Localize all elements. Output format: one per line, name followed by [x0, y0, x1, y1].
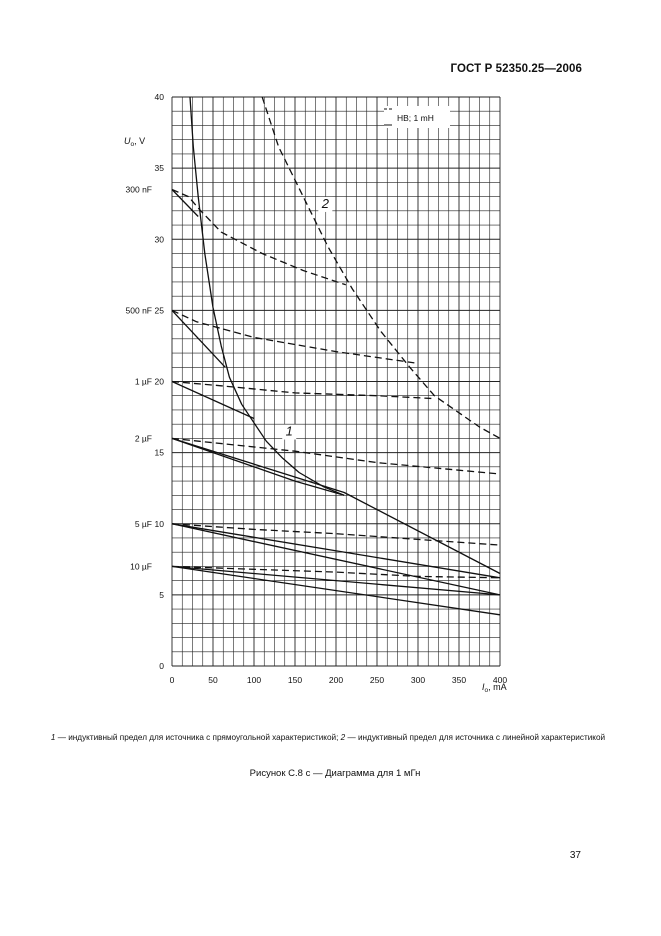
legend-box — [384, 106, 450, 128]
capacitance-label: 1 µF — [134, 376, 152, 387]
x-axis-ticks — [170, 675, 508, 685]
x-tick-label: 200 — [328, 675, 344, 685]
dashed-curve — [172, 382, 434, 399]
y-tick-label: 35 — [154, 163, 164, 174]
y-tick-label: 20 — [154, 376, 164, 387]
capacitance-label: 300 nF — [125, 184, 152, 195]
y-tick-label: 0 — [159, 661, 164, 671]
x-tick-label: 150 — [287, 675, 303, 685]
x-tick-label: 400 — [492, 675, 508, 685]
capacitance-label: 5 µF — [134, 518, 152, 529]
y-tick-label: 5 — [159, 589, 164, 600]
capacitance-label: 2 µF — [134, 433, 152, 444]
figure-caption: Рисунок С.8 c — Диаграмма для 1 мГн — [249, 768, 421, 779]
y-tick-label: 25 — [154, 305, 164, 316]
standard-number: ГОСТ Р 52350.25—2006 — [450, 63, 582, 75]
x-tick-label: 0 — [169, 675, 175, 685]
y-axis-ticks — [155, 92, 165, 671]
figure-legend-note — [40, 733, 616, 744]
x-tick-label: 100 — [246, 675, 262, 685]
curve-label: 1 — [285, 423, 293, 439]
y-tick-label: 30 — [154, 234, 164, 245]
legend-text-1: — индуктивный предел для источника с прямоугольной характеристикой; — [55, 733, 341, 742]
x-axis-label: $I_o$, mA — [482, 682, 507, 694]
x-tick-label: 300 — [410, 675, 426, 685]
y-tick-label: 10 — [154, 518, 164, 529]
legend-text-2: — индуктивный предел для источника с линейной характеристикой — [345, 733, 606, 742]
capacitance-labels — [126, 184, 152, 571]
y-axis-label: $U_o$, V — [124, 136, 146, 148]
curve-labels — [282, 196, 332, 440]
y-tick-label: 15 — [154, 447, 164, 458]
page-number: 37 — [569, 850, 581, 861]
legend-box-label: HB; 1 mH — [397, 113, 434, 123]
capacitance-label: 500 nF — [125, 305, 152, 316]
capacitance-label: 10 µF — [130, 561, 152, 572]
dashed-curve — [172, 310, 416, 363]
x-tick-label: 50 — [208, 675, 218, 685]
legend-number-2: 2 — [340, 733, 346, 742]
x-tick-label: 250 — [369, 675, 385, 685]
y-tick-label: 40 — [154, 92, 164, 102]
x-tick-label: 350 — [451, 675, 467, 685]
curve-label: 2 — [321, 195, 329, 211]
legend-number-1: 1 — [50, 733, 56, 742]
